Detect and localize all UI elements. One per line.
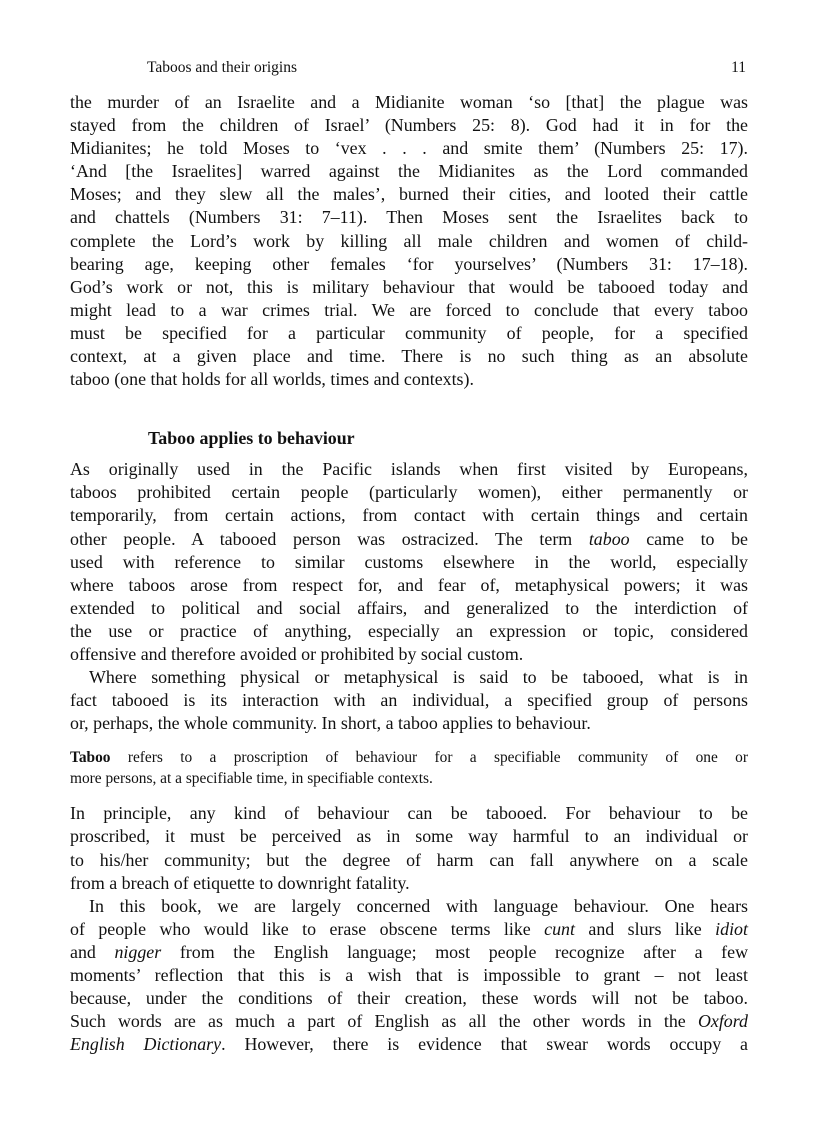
italic-word: cunt bbox=[544, 918, 575, 939]
text-line: and chattels (Numbers 31: 7–11). Then Moses sent the Israelites back to bbox=[70, 207, 748, 228]
text-run: other people. A tabooed person was ostracized. The term bbox=[70, 528, 589, 549]
text-run: . However, there is evidence that swear words occupy a bbox=[221, 1034, 748, 1055]
text-line: must be specified for a particular community of people, for a specified bbox=[70, 322, 748, 343]
italic-title: English Dictionary bbox=[70, 1034, 222, 1055]
text-run: came to be bbox=[629, 528, 748, 549]
paragraph-language-behaviour bbox=[70, 895, 748, 1057]
text-line: moments’ reflection that this is a wish that is impossible to grant – not least bbox=[70, 965, 748, 985]
text-run: and slurs like bbox=[574, 918, 716, 939]
text-line bbox=[70, 528, 748, 551]
text-run: refers to a proscription of behaviour for a specifiable community of one or bbox=[110, 749, 748, 767]
text-run: from the English language; most people recognize after a few bbox=[161, 941, 749, 962]
definition-line: more persons, at a specifiable time, in specifiable contexts. bbox=[70, 769, 433, 787]
text-line: or, perhaps, the whole community. In short, a taboo applies to behaviour. bbox=[70, 713, 591, 734]
text-line: In principle, any kind of behaviour can be tabooed. For behaviour to be bbox=[70, 803, 748, 824]
text-line: taboos prohibited certain people (particularly women), either permanently or bbox=[70, 482, 748, 503]
text-line: stayed from the children of Israel’ (Numbers 25: 8). God had it in for the bbox=[70, 115, 748, 136]
italic-term-taboo: taboo bbox=[588, 528, 630, 549]
text-line: might lead to a war crimes trial. We are forced to conclude that every taboo bbox=[70, 299, 748, 320]
text-line bbox=[70, 918, 748, 941]
book-page bbox=[70, 58, 748, 1056]
paragraph-principle bbox=[70, 802, 748, 894]
text-line bbox=[70, 941, 748, 964]
text-line: bearing age, keeping other females ‘for yourselves’ (Numbers 31: 17–18). bbox=[70, 253, 748, 274]
running-title: Taboos and their origins bbox=[147, 59, 298, 76]
text-line: In this book, we are largely concerned with language behaviour. One hears bbox=[89, 895, 748, 916]
section-heading: Taboo applies to behaviour bbox=[148, 428, 355, 449]
text-line: God’s work or not, this is military behaviour that would be tabooed today and bbox=[70, 276, 748, 297]
text-line: to his/her community; but the degree of harm can fall anywhere on a scale bbox=[70, 849, 748, 870]
text-line: temporarily, from certain actions, from contact with certain things and certain bbox=[70, 505, 748, 526]
text-line: because, under the conditions of their creation, these words will not be taboo. bbox=[70, 988, 748, 1009]
text-line: taboo (one that holds for all worlds, times and contexts). bbox=[70, 369, 474, 390]
paragraph-pacific-origins bbox=[70, 458, 748, 666]
text-line: Midianites; he told Moses to ‘vex . . . and smite them’ (Numbers 25: 17). bbox=[70, 138, 748, 159]
text-line: the use or practice of anything, especially an expression or topic, considered bbox=[70, 620, 748, 641]
text-line: fact tabooed is its interaction with an individual, a specified group of persons bbox=[70, 690, 748, 711]
text-line bbox=[70, 1010, 748, 1033]
definition-term: Taboo bbox=[70, 749, 111, 767]
text-line: proscribed, it must be perceived as in some way harmful to an individual or bbox=[70, 826, 748, 847]
text-line bbox=[70, 1033, 748, 1056]
page-number: 11 bbox=[731, 59, 746, 76]
text-line: Moses; and they slew all the males’, burned their cities, and looted their cattle bbox=[70, 184, 748, 205]
text-line: As originally used in the Pacific islands when first visited by Europeans, bbox=[70, 459, 748, 480]
paragraph-numbers-passage bbox=[70, 91, 748, 391]
text-run: Such words are as much a part of English as all the other words in the bbox=[70, 1011, 698, 1032]
text-run: and bbox=[70, 941, 115, 962]
text-line: offensive and therefore avoided or prohibited by social custom. bbox=[70, 643, 524, 664]
taboo-definition bbox=[70, 748, 748, 789]
text-line: from a breach of etiquette to downright fatality. bbox=[70, 872, 410, 893]
text-line: extended to political and social affairs, and generalized to the interdiction of bbox=[70, 597, 748, 618]
text-run: of people who would like to erase obscene terms like bbox=[70, 918, 545, 939]
italic-word: nigger bbox=[114, 941, 162, 962]
text-line: ‘And [the Israelites] warred against the Midianites as the Lord commanded bbox=[70, 161, 748, 182]
text-line: context, at a given place and time. There is no such thing as an absolute bbox=[70, 346, 748, 367]
text-line: complete the Lord’s work by killing all male children and women of child- bbox=[70, 230, 748, 251]
text-line: the murder of an Israelite and a Midianite woman ‘so [that] the plague was bbox=[70, 92, 748, 112]
definition-line bbox=[70, 748, 748, 769]
running-head bbox=[70, 58, 748, 78]
text-line: where taboos arose from respect for, and fear of, metaphysical powers; it was bbox=[70, 574, 748, 595]
text-line: Where something physical or metaphysical is said to be tabooed, what is in bbox=[89, 667, 748, 688]
text-line: used with reference to similar customs elsewhere in the world, especially bbox=[70, 551, 748, 572]
italic-word: idiot bbox=[715, 918, 748, 939]
italic-title: Oxford bbox=[697, 1011, 748, 1032]
paragraph-interaction bbox=[70, 666, 748, 735]
